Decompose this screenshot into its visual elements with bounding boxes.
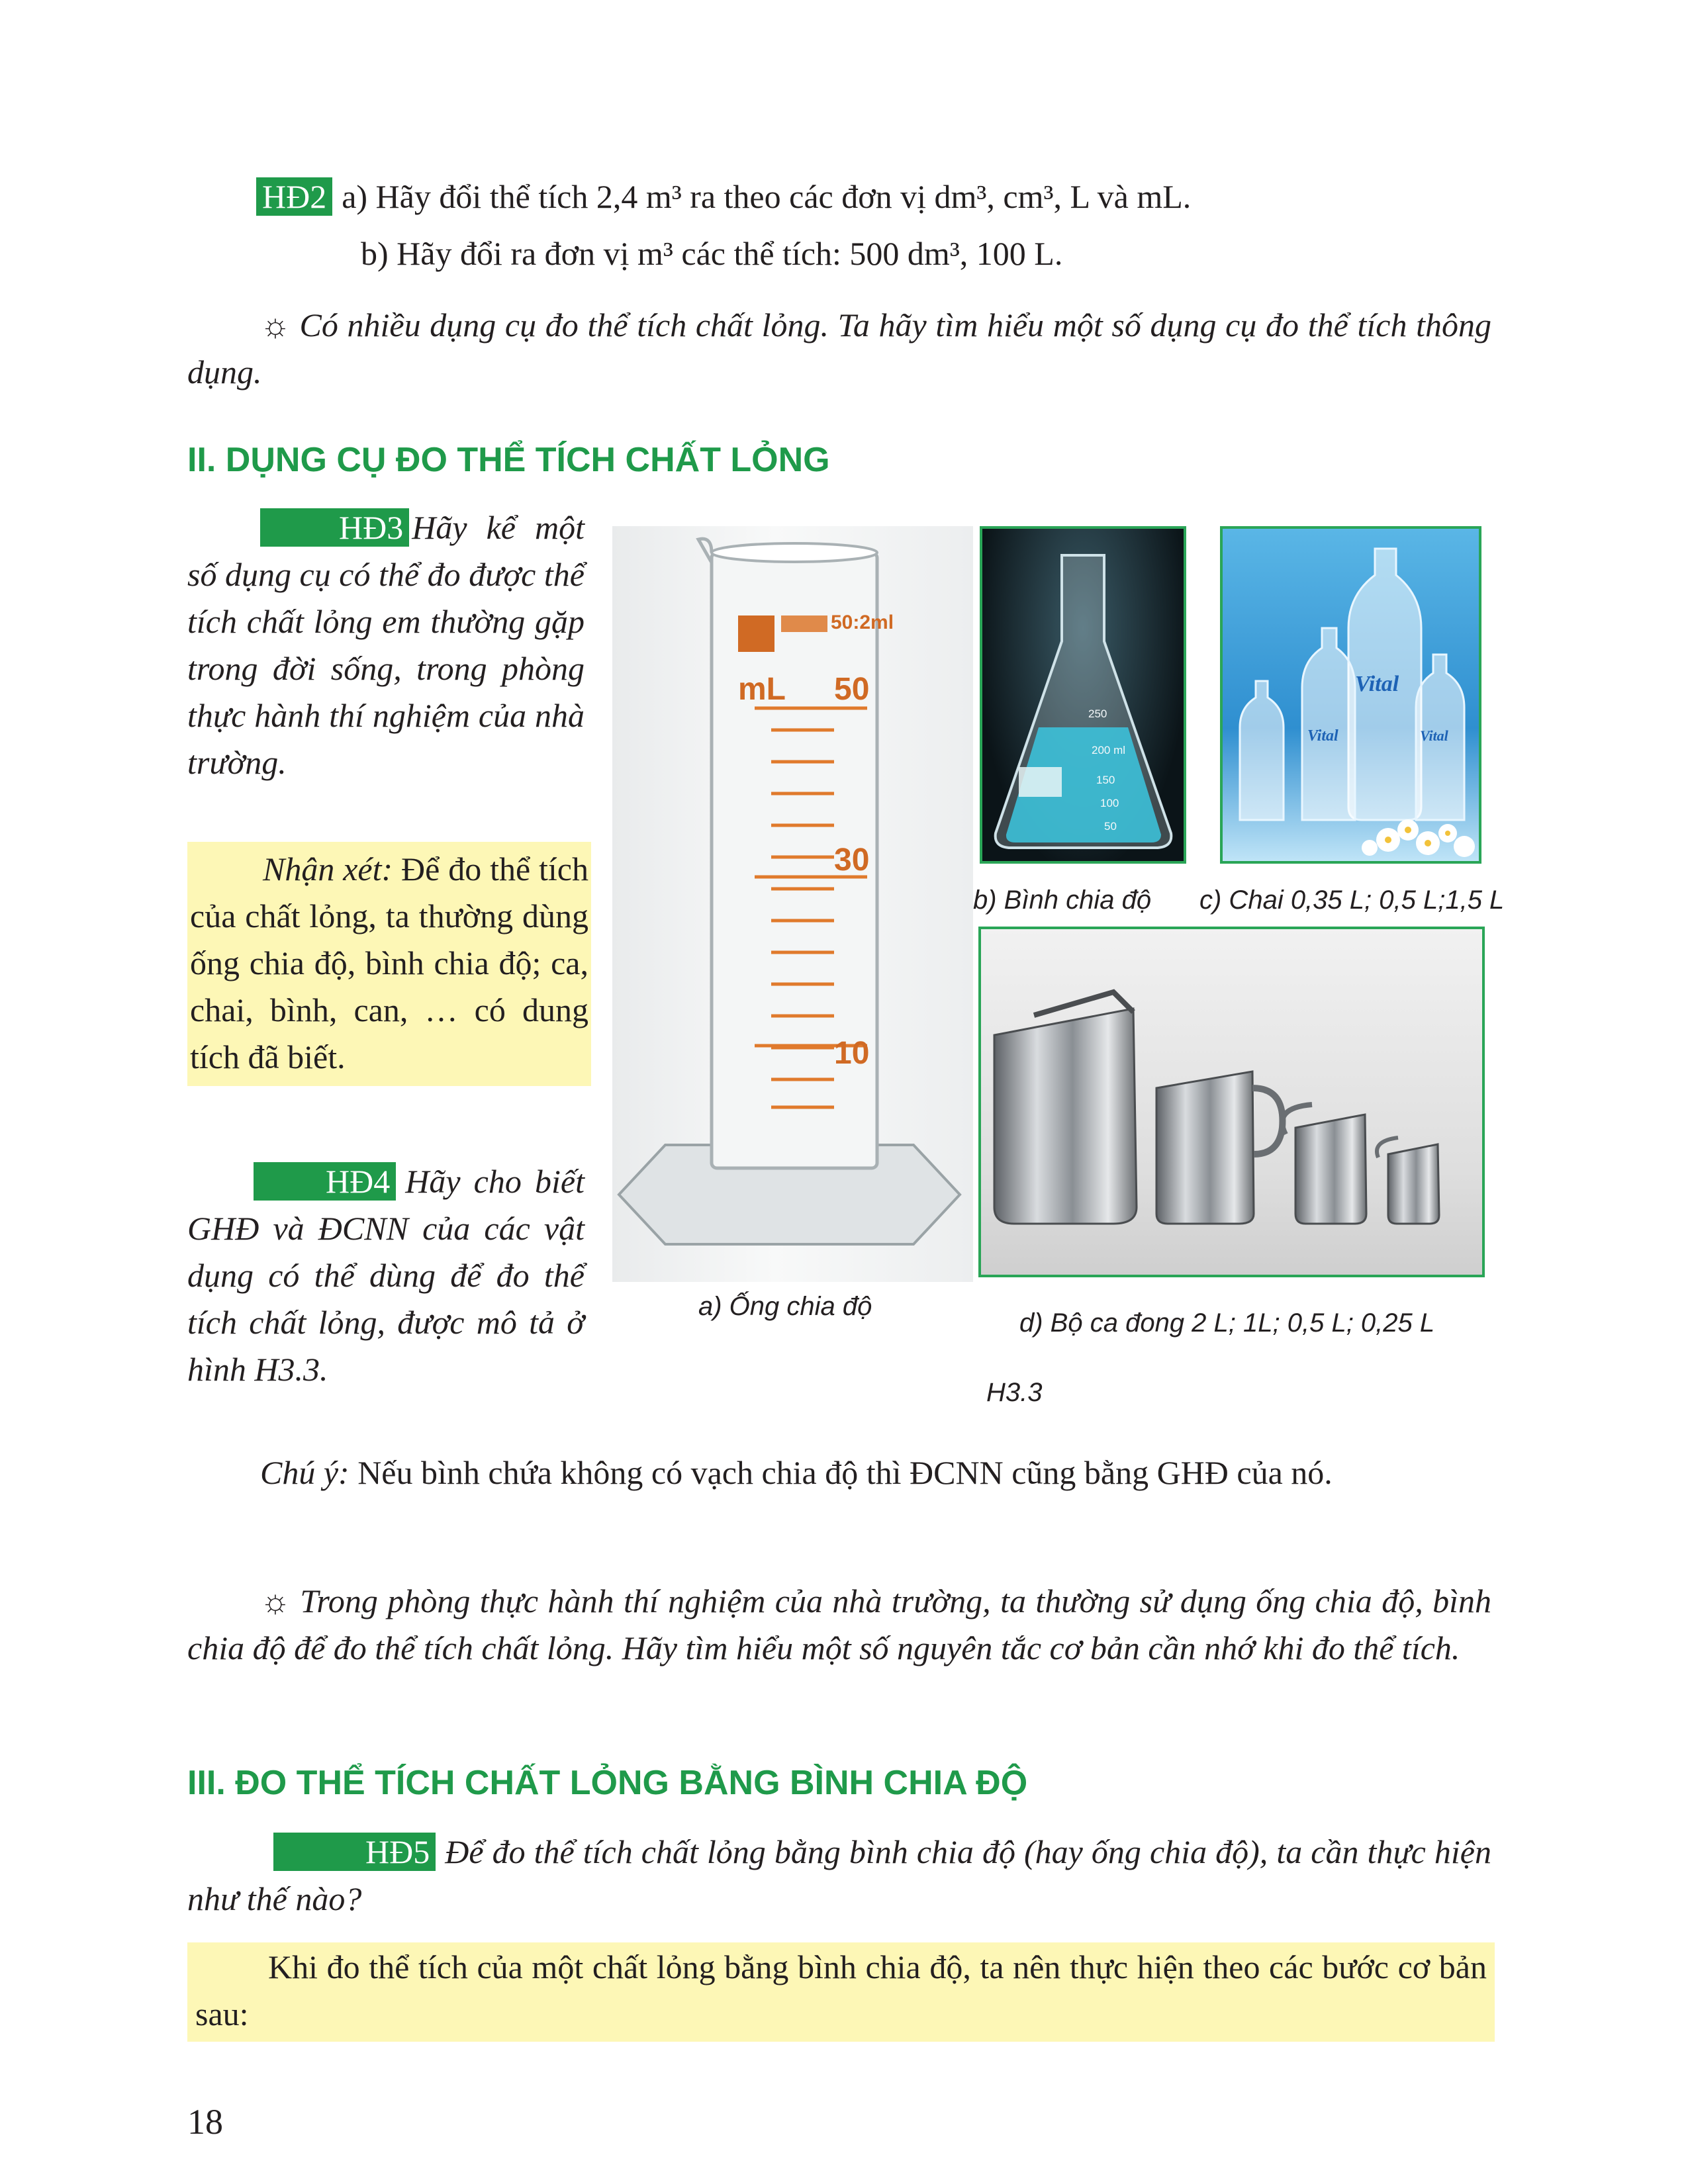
note-label: Chú ý: xyxy=(260,1454,350,1491)
graduated-cylinder-photo xyxy=(612,526,973,1282)
flask-mark-150: 150 xyxy=(1096,774,1115,786)
hd2-line-a-text: a) Hãy đổi thể tích 2,4 m³ ra theo các đơn vị dm³, cm³, L và mL. xyxy=(342,178,1192,215)
flask-photo xyxy=(980,526,1186,864)
bottle-brand-3: Vital xyxy=(1420,727,1448,744)
hd4-paragraph xyxy=(187,1158,585,1393)
cylinder-mark-30: 30 xyxy=(834,842,870,878)
hd5-badge: HĐ5 xyxy=(273,1833,436,1871)
hd5-paragraph xyxy=(187,1829,1491,1923)
remark-label: Nhận xét: xyxy=(263,850,393,887)
hd3-badge: HĐ3 xyxy=(260,508,409,547)
remark-box xyxy=(187,842,591,1086)
remark-text: Để đo thể tích của chất lỏng, ta thường dùng ống chia độ, bình chia độ; ca, chai, bình, can, … có dung tích đã biết. xyxy=(190,850,588,1075)
steps-text: Khi đo thể tích của một chất lỏng bằng bình chia độ, ta nên thực hiện theo các bước cơ bản sau: xyxy=(195,1948,1487,2032)
flask-mark-100: 100 xyxy=(1100,797,1119,809)
section-3-heading: III. ĐO THỂ TÍCH CHẤT LỎNG BẰNG BÌNH CHIA ĐỘ xyxy=(187,1764,1028,1802)
intro-text: Có nhiều dụng cụ đo thể tích chất lỏng. Ta hãy tìm hiểu một số dụng cụ đo thể tích thông dụng. xyxy=(187,306,1491,390)
caption-c: c) Chai 0,35 L; 0,5 L;1,5 L xyxy=(1199,886,1505,915)
erlenmeyer-flask-icon xyxy=(982,529,1184,861)
cylinder-mark-50: 50 xyxy=(834,672,870,707)
cylinder-unit: mL xyxy=(738,672,786,707)
section-2-heading: II. DỤNG CỤ ĐO THỂ TÍCH CHẤT LỎNG xyxy=(187,441,830,479)
hd4-badge: HĐ4 xyxy=(254,1162,396,1201)
hd2-line-a xyxy=(256,173,1514,220)
flask-mark-200: 200 ml xyxy=(1092,744,1126,756)
hd5-text: Để đo thể tích chất lỏng bằng bình chia độ (hay ống chia độ), ta cần thực hiện như thế nào? xyxy=(187,1833,1491,1917)
hd2-badge: HĐ2 xyxy=(256,177,332,216)
graduated-cylinder-icon xyxy=(612,526,973,1282)
flask-mark-250: 250 xyxy=(1088,707,1107,720)
figure-label: H3.3 xyxy=(986,1378,1043,1407)
steps-box xyxy=(187,1942,1495,2042)
bottles-photo xyxy=(1220,526,1481,864)
caption-a: a) Ống chia độ xyxy=(698,1292,872,1321)
hd3-text: Hãy kể một số dụng cụ có thể đo được thể tích chất lỏng em thường gặp trong đời sống, trong phòng thực hành thí nghiệm của nhà trường. xyxy=(187,509,585,781)
measuring-cups-icon xyxy=(981,929,1482,1275)
lab-paragraph xyxy=(187,1578,1491,1672)
hd3-paragraph xyxy=(187,504,585,786)
sun-icon: ☼ xyxy=(260,306,291,343)
bottle-brand-2: Vital xyxy=(1307,727,1338,745)
flask-mark-50: 50 xyxy=(1104,820,1117,833)
caption-d: d) Bộ ca đong 2 L; 1L; 0,5 L; 0,25 L xyxy=(1019,1308,1435,1338)
note-paragraph xyxy=(187,1449,1491,1496)
caption-b: b) Bình chia độ xyxy=(973,886,1152,915)
page-number: 18 xyxy=(187,2102,223,2142)
water-bottles-icon xyxy=(1223,529,1479,861)
intro-paragraph xyxy=(187,302,1491,396)
sun-icon-2: ☼ xyxy=(260,1582,291,1619)
cylinder-mark-10: 10 xyxy=(834,1036,870,1071)
hd4-text: Hãy cho biết GHĐ và ĐCNN của các vật dụng có thể dùng để đo thể tích chất lỏng, được mô tả ở hình H3.3. xyxy=(187,1163,585,1388)
cylinder-brand: 50:2ml xyxy=(831,612,894,633)
bottle-brand-1: Vital xyxy=(1355,672,1399,696)
note-text: Nếu bình chứa không có vạch chia độ thì ĐCNN cũng bằng GHĐ của nó. xyxy=(349,1454,1333,1491)
hd2-line-b: b) Hãy đổi ra đơn vị m³ các thể tích: 500 dm³, 100 L. xyxy=(361,235,1063,272)
lab-text: Trong phòng thực hành thí nghiệm của nhà trường, ta thường sử dụng ống chia độ, bình chia độ để đo thể tích chất lỏng. Hãy tìm hiểu một số nguyên tắc cơ bản cần nhớ khi đo thể tích. xyxy=(187,1582,1492,1666)
measuring-cups-photo xyxy=(978,927,1485,1277)
